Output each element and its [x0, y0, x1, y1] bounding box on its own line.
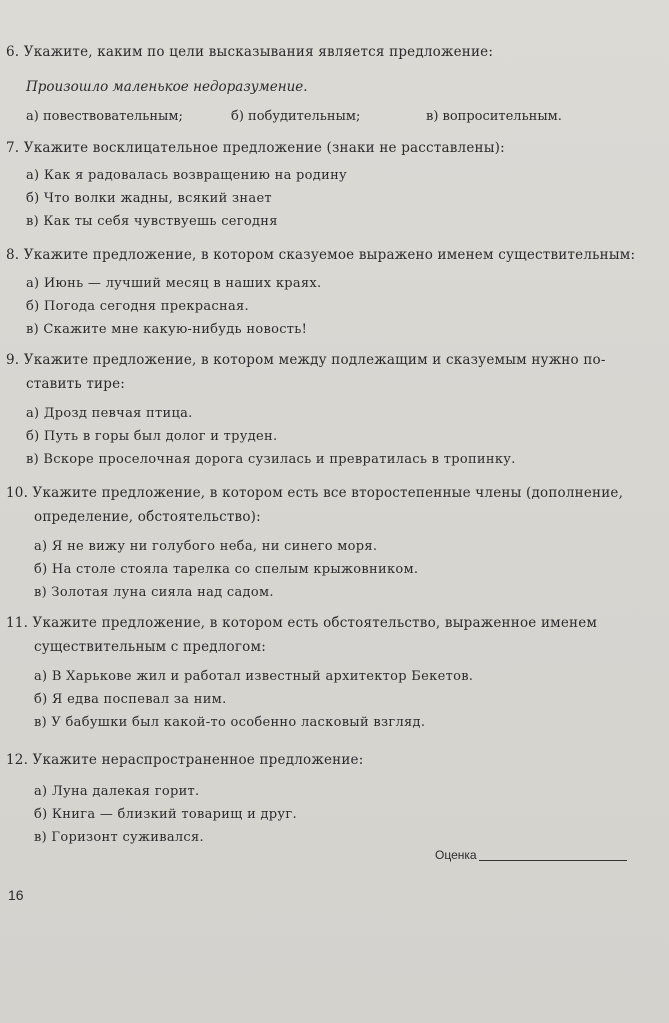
question-10-title-line2: определение, обстоятельство): — [34, 509, 261, 525]
grade-label: Оценка — [435, 848, 477, 862]
option-a: а) Луна далекая горит. — [34, 784, 200, 799]
option-b: б) Путь в горы был долог и труден. — [26, 429, 278, 444]
option-a: а) повествовательным; — [26, 109, 183, 124]
grade-blank-line — [479, 860, 627, 861]
option-b: б) побудительным; — [231, 109, 361, 124]
question-10 — [6, 481, 659, 604]
question-9 — [6, 348, 659, 471]
option-c: в) Горизонт суживался. — [34, 830, 204, 845]
option-a: а) В Харькове жил и работал известный архитектор Бекетов. — [34, 669, 474, 684]
option-c: в) Скажите мне какую-нибудь новость! — [26, 322, 308, 337]
question-6-options — [6, 105, 659, 129]
question-11-title-line1: 11. Укажите предложение, в котором есть обстоятельство, выраженное именем — [6, 615, 598, 631]
option-c: в) Вскоре проселочная дорога сузилась и превратилась в тропинку. — [26, 452, 516, 467]
option-b: б) Я едва поспевал за ним. — [34, 692, 227, 707]
option-b: б) Погода сегодня прекрасная. — [26, 299, 249, 314]
option-b: б) Книга — близкий товарищ и друг. — [34, 807, 297, 822]
question-12-title: 12. Укажите нераспространенное предложение: — [6, 752, 364, 768]
grade-field — [435, 848, 627, 862]
option-a: а) Я не вижу ни голубого неба, ни синего моря. — [34, 539, 378, 554]
option-b: б) На столе стояла тарелка со спелым крыжовником. — [34, 562, 419, 577]
question-11 — [6, 611, 659, 734]
question-8-title: 8. Укажите предложение, в котором сказуемое выражено именем существительным: — [6, 247, 636, 263]
question-8 — [6, 243, 659, 341]
option-b: б) Что волки жадны, всякий знает — [26, 191, 272, 206]
page-number: 16 — [8, 887, 24, 903]
question-6 — [6, 40, 659, 129]
question-6-example: Произошло маленькое недоразумение. — [26, 79, 308, 95]
option-c: в) Как ты себя чувствуешь сегодня — [26, 214, 278, 229]
option-a: а) Дрозд певчая птица. — [26, 406, 193, 421]
question-11-title-line2: существительным с предлогом: — [34, 639, 266, 655]
question-9-title-line1: 9. Укажите предложение, в котором между подлежащим и сказуемым нужно по- — [6, 352, 606, 368]
question-12 — [6, 748, 659, 849]
option-c: в) У бабушки был какой-то особенно ласковый взгляд. — [34, 715, 426, 730]
option-a: а) Как я радовалась возвращению на родину — [26, 168, 347, 183]
question-7 — [6, 136, 659, 233]
question-9-title-line2: ставить тире: — [26, 376, 126, 392]
question-6-title: 6. Укажите, каким по цели высказывания является предложение: — [6, 44, 494, 60]
option-a: а) Июнь — лучший месяц в наших краях. — [26, 276, 322, 291]
question-10-title-line1: 10. Укажите предложение, в котором есть все второстепенные члены (дополнение, — [6, 485, 624, 501]
question-7-title: 7. Укажите восклицательное предложение (знаки не расставлены): — [6, 140, 505, 156]
option-c: в) Золотая луна сияла над садом. — [34, 585, 274, 600]
option-c: в) вопросительным. — [426, 109, 562, 124]
